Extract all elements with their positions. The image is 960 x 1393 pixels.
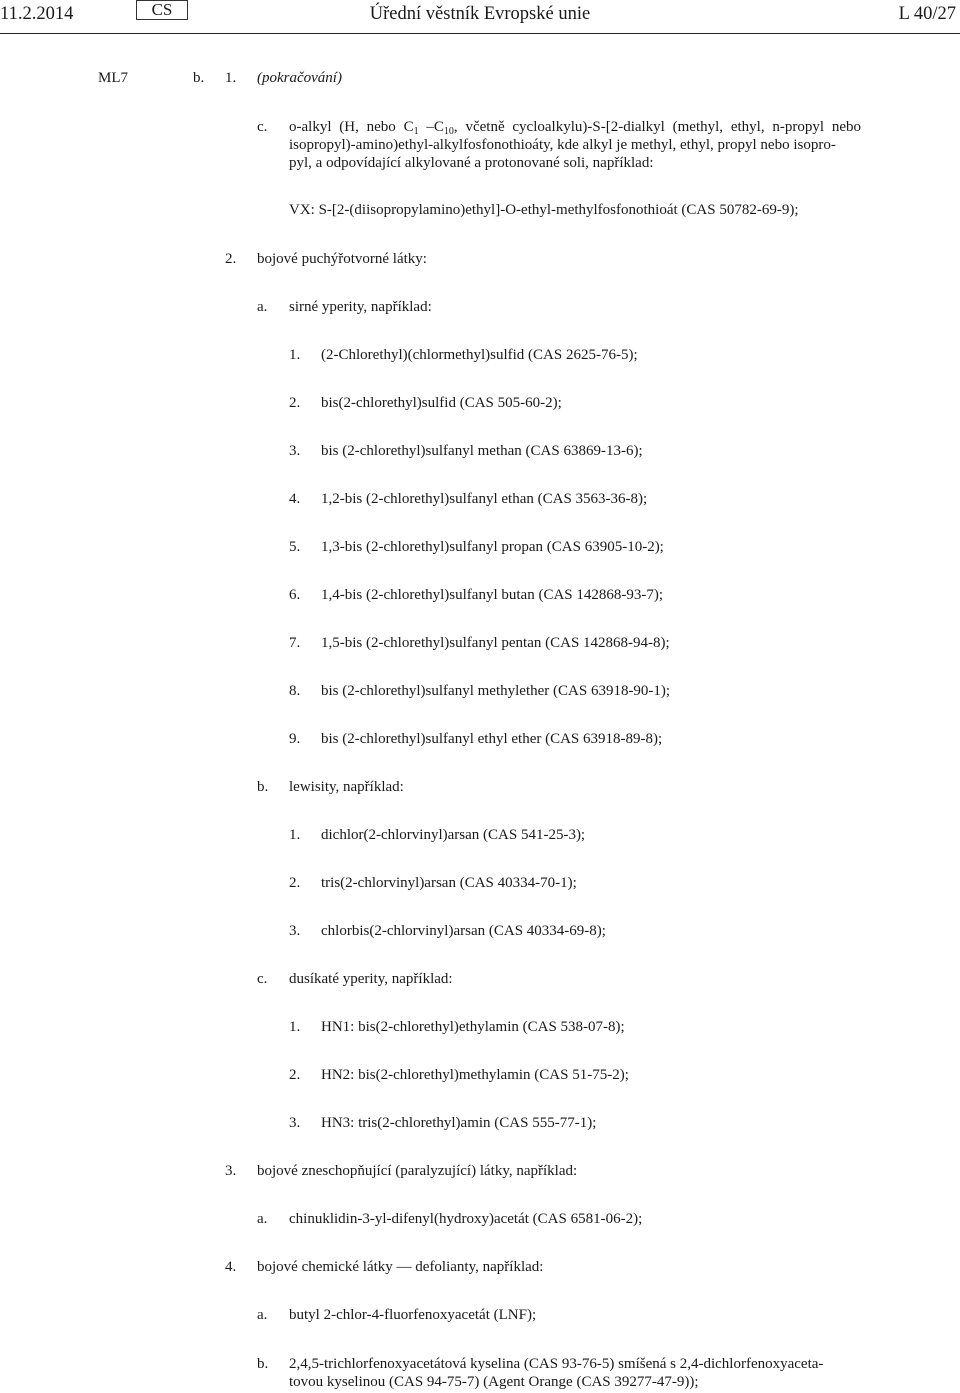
page-reference: L 40/27 [898, 4, 956, 24]
continued-note: (pokračování) [257, 70, 342, 86]
item-label: 9. [289, 731, 301, 747]
item-text: dichlor(2-chlorvinyl)arsan (CAS 541-25-3); [321, 827, 586, 843]
last-item-line2: tovou kyselinou (CAS 94-75-7) (Agent Orange (CAS 39277-47-9)); [289, 1374, 699, 1390]
journal-title: Úřední věstník Evropské unie [369, 4, 591, 24]
item-label: 8. [289, 683, 301, 699]
item-text: bojové puchýřotvorné látky: [257, 251, 427, 267]
para-c-seg3: , včetně cycloalkylu)-S-[2-dialkyl (methyl, ethyl, n-propyl nebo isopropyl)-amino)ethyl-alkylfosfonothioáty, kde alkyl je methyl, ethyl, propyl nebo isopro- [289, 119, 861, 153]
paragraph-c-text [289, 118, 861, 172]
item-label: 1. [289, 827, 301, 843]
item-text: dusíkaté yperity, například: [289, 971, 453, 987]
item-label: 3. [225, 1163, 237, 1179]
item-label: 3. [289, 1115, 301, 1131]
last-item-line1: 2,4,5-trichlorfenoxyacetátová kyselina (CAS 93-76-5) smíšená s 2,4-dichlorfenoxyaceta- [289, 1356, 824, 1372]
item-text: bis (2-chlorethyl)sulfanyl methylether (CAS 63918-90-1); [321, 683, 671, 699]
item-text: chlorbis(2-chlorvinyl)arsan (CAS 40334-69-8); [321, 923, 606, 939]
para-c-sub1: 1 [413, 126, 419, 137]
item-label: 2. [225, 251, 237, 267]
item-text: 1,3-bis (2-chlorethyl)sulfanyl propan (CAS 63905-10-2); [321, 539, 664, 555]
para-c-seg1: o-alkyl (H, nebo C [289, 119, 414, 135]
item-text: bis (2-chlorethyl)sulfanyl ethyl ether (CAS 63918-89-8); [321, 731, 663, 747]
item-text: HN1: bis(2-chlorethyl)ethylamin (CAS 538-07-8); [321, 1019, 625, 1035]
item-label: 6. [289, 587, 301, 603]
list-label-1: 1. [225, 70, 237, 86]
vx-line: VX: S-[2-(diisopropylamino)ethyl]-O-ethyl-methylfosfonothioát (CAS 50782-69-9); [289, 202, 799, 218]
item-label: a. [257, 1211, 268, 1227]
item-text: HN3: tris(2-chlorethyl)amin (CAS 555-77-1); [321, 1115, 597, 1131]
annex-code: ML7 [98, 70, 128, 86]
item-text: butyl 2-chlor-4-fluorfenoxyacetát (LNF); [289, 1307, 537, 1323]
item-label: 1. [289, 347, 301, 363]
item-text: bis(2-chlorethyl)sulfid (CAS 505-60-2); [321, 395, 562, 411]
para-c-sub2: 10 [443, 126, 454, 137]
item-label: 2. [289, 395, 301, 411]
header-rule [0, 33, 960, 34]
para-c-line3: pyl, a odpovídající alkylované a protonované soli, například: [289, 155, 654, 171]
item-text: 1,5-bis (2-chlorethyl)sulfanyl pentan (CAS 142868-94-8); [321, 635, 670, 651]
item-text: chinuklidin-3-yl-difenyl(hydroxy)acetát (CAS 6581-06-2); [289, 1211, 643, 1227]
item-label: 2. [289, 875, 301, 891]
language-badge: CS [136, 0, 188, 20]
item-label: 3. [289, 443, 301, 459]
last-item-text [289, 1355, 861, 1391]
list-label-b: b. [193, 70, 205, 86]
item-label: a. [257, 299, 268, 315]
item-text: lewisity, například: [289, 779, 404, 795]
item-label: 2. [289, 1067, 301, 1083]
item-label: 1. [289, 1019, 301, 1035]
item-text: sirné yperity, například: [289, 299, 432, 315]
item-label: 3. [289, 923, 301, 939]
item-text: bis (2-chlorethyl)sulfanyl methan (CAS 63869-13-6); [321, 443, 643, 459]
item-label: c. [257, 971, 268, 987]
list-label-c: c. [257, 119, 268, 135]
item-label: a. [257, 1307, 268, 1323]
para-c-seg2: –C [418, 119, 444, 135]
item-text: tris(2-chlorvinyl)arsan (CAS 40334-70-1); [321, 875, 577, 891]
item-text: bojové zneschopňující (paralyzující) látky, například: [257, 1163, 578, 1179]
item-text: 1,4-bis (2-chlorethyl)sulfanyl butan (CAS 142868-93-7); [321, 587, 664, 603]
item-text: 1,2-bis (2-chlorethyl)sulfanyl ethan (CAS 3563-36-8); [321, 491, 648, 507]
item-label: 7. [289, 635, 301, 651]
header-date: 11.2.2014 [0, 4, 74, 24]
item-text: HN2: bis(2-chlorethyl)methylamin (CAS 51-75-2); [321, 1067, 629, 1083]
item-label: 4. [289, 491, 301, 507]
item-label: 5. [289, 539, 301, 555]
item-text: (2-Chlorethyl)(chlormethyl)sulfid (CAS 2625-76-5); [321, 347, 638, 363]
item-label: 4. [225, 1259, 237, 1275]
item-text: bojové chemické látky — defolianty, například: [257, 1259, 544, 1275]
list-label-last: b. [257, 1356, 269, 1372]
item-label: b. [257, 779, 269, 795]
